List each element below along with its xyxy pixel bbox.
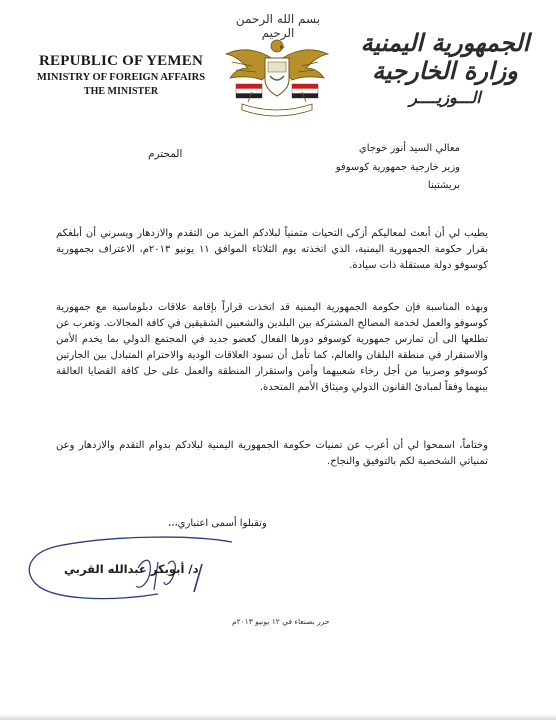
issue-place-date: حرر بصنعاء في ١٢ يونيو ٢٠١٣م	[232, 617, 330, 626]
body-paragraph-relations: وبهذه المناسبة فإن حكومة الجمهورية اليمنية قد اتخذت قراراً بإقامة علاقات دبلوماسية مع جمهورية كوسوفو والعمل لخدمة المصالح المشتركة بين البلدين والشعبين الشقيقين في كافة المجالات. وتعرب عن تطلعها الى أن تمارس جمهورية كوسوفو دورها الفعال كعضو جديد في المجتمع الدولي بما يخدم الأمن والاستقرار في منطقة البلقان والعالم، كما تأمل أن تسود العلاقات الودية والاحترام المتبادل بين الجارتين كوسوفو وصربيا من أجل رخاء شعبيهما وأمن واستقرار المنطقة والعمل على حل كافة القضايا العالقة بينهما وفقاً لمبادئ القانون الدولي وميثاق الأمم المتحدة.	[56, 302, 488, 393]
body-paragraph-recognition: يطيب لي أن أبعث لمعاليكم أزكى التحيات متمنياً لبلادكم المزيد من التقدم والازدهار ويسرني أن أبلغكم بقرار حكومة الجمهورية اليمنية، الذي اتخذته يوم الثلاثاء الموافق ١١ يونيو ٢٠١٣م، الاعتراف بجمهورية كوسوفو دولة مستقلة ذات سيادة.	[56, 228, 488, 271]
page-edge-shadow	[0, 714, 556, 720]
letterhead-arabic	[360, 30, 530, 108]
ministry-name-ar: وزارة الخارجية	[372, 56, 518, 85]
office-title-ar: الـــوزيــــر	[409, 88, 481, 108]
letterhead-english	[26, 52, 216, 98]
ministry-name-en: MINISTRY OF FOREIGN AFFAIRS	[36, 71, 206, 83]
country-name-en: REPUBLIC OF YEMEN	[39, 53, 203, 69]
honorific: المحترم	[148, 148, 183, 160]
recipient-block	[260, 140, 460, 196]
recipient-name: معالي السيد أنور خوجاي	[358, 143, 460, 154]
body-paragraph-closing: وختاماً، اسمحوا لي أن أعرب عن تمنيات حكومة الجمهورية اليمنية لبلادكم بدوام التقدم والازدهار وعن تمنياتي الشخصية لكم بالتوفيق والنجاح.	[56, 440, 488, 467]
basmala: بسم الله الرحمن الرحيم	[235, 12, 321, 40]
closing-phrase: وتقبلوا أسمى اعتباري،،،	[168, 518, 267, 529]
signer-name: د/ أبوبكر عبدالله القربي	[64, 562, 199, 576]
recipient-title: وزير خارجية جمهورية كوسوفو	[335, 161, 460, 173]
recipient-city: بريشتينا	[427, 180, 460, 191]
office-title-en: THE MINISTER	[83, 85, 159, 97]
yemen-eagle-emblem-icon	[222, 32, 332, 120]
country-name-ar: الجمهورية اليمنية	[360, 29, 530, 57]
